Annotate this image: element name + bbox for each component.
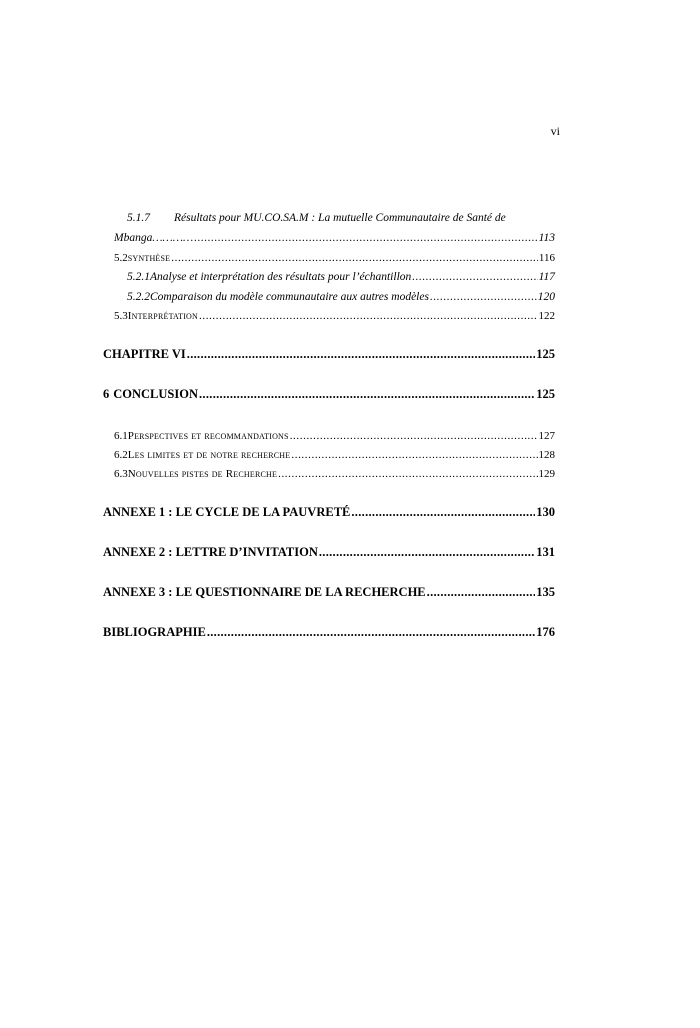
toc-entry-title: Comparaison du modèle communautaire aux autres modèles bbox=[150, 291, 429, 303]
toc-entry-number: 5.2.2 bbox=[127, 291, 150, 303]
toc-entry-page: 120 bbox=[537, 291, 555, 303]
toc-entry-number: 6.1 bbox=[114, 430, 128, 442]
toc-leader-dots bbox=[291, 449, 537, 461]
toc-entry-6-2[interactable] bbox=[103, 445, 555, 461]
page-number: vi bbox=[550, 124, 560, 138]
toc-entry-page: 127 bbox=[538, 430, 555, 442]
toc-entry-title: synthèse bbox=[127, 252, 171, 264]
toc-entry-page: 122 bbox=[538, 310, 555, 322]
toc-entry-title: Nouvelles pistes de Recherche bbox=[127, 468, 278, 480]
toc-entry-title: Résultats pour MU.CO.SA.M : La mutuelle Communautaire de Santé de bbox=[174, 212, 506, 224]
toc-entry-title: Mbanga………… bbox=[114, 232, 194, 244]
toc-entry-title: Perspectives et recommandations bbox=[127, 430, 289, 442]
toc-entry-5-1-7-continued[interactable] bbox=[114, 228, 555, 244]
toc-entry-title: Interprétation bbox=[127, 310, 199, 322]
toc-entry-number: 5.2.1 bbox=[127, 271, 150, 283]
toc-entry-page: 128 bbox=[538, 449, 555, 461]
toc-leader-dots bbox=[319, 545, 535, 560]
toc-entry-number: 6.3 bbox=[114, 468, 128, 480]
toc-entry-5-2-2[interactable] bbox=[103, 287, 555, 303]
toc-entry-bibliographie[interactable] bbox=[103, 624, 555, 640]
toc-leader-dots bbox=[351, 505, 535, 520]
toc-leader-dots bbox=[430, 291, 537, 303]
toc-leader-dots bbox=[194, 232, 537, 244]
toc-entry-page: 135 bbox=[536, 585, 555, 599]
toc-entry-6-3[interactable] bbox=[103, 464, 555, 480]
toc-entry-5-1-7[interactable] bbox=[103, 208, 555, 224]
toc-entry-page: 125 bbox=[536, 347, 555, 361]
toc-entry-5-2-1[interactable] bbox=[103, 267, 555, 283]
toc-entry-title: Les limites et de notre recherche bbox=[127, 449, 291, 461]
toc-entry-page: 131 bbox=[536, 545, 555, 559]
toc-entry-page: 176 bbox=[536, 625, 555, 639]
toc-entry-annexe-1[interactable] bbox=[103, 504, 555, 520]
toc-entry-page: 116 bbox=[538, 252, 555, 264]
toc-entry-number: 6 bbox=[103, 387, 110, 401]
toc-entry-title: BIBLIOGRAPHIE bbox=[103, 625, 206, 639]
toc-entry-title: ANNEXE 3 : LE QUESTIONNAIRE DE LA RECHERCHE bbox=[103, 585, 426, 599]
toc-entry-6[interactable] bbox=[103, 386, 555, 402]
toc-leader-dots bbox=[427, 585, 536, 600]
toc-entry-number: 5.2 bbox=[114, 252, 128, 264]
toc-entry-title: ANNEXE 1 : LE CYCLE DE LA PAUVRETÉ bbox=[103, 505, 351, 519]
toc-entry-title: Analyse et interprétation des résultats pour l’échantillon bbox=[150, 271, 412, 283]
toc-entry-5-2[interactable] bbox=[103, 248, 555, 264]
toc-entry-page: 125 bbox=[536, 387, 555, 401]
toc-entry-page: 113 bbox=[538, 232, 555, 244]
toc-entry-number: 6.2 bbox=[114, 449, 128, 461]
toc-entry-title: CHAPITRE VI bbox=[103, 347, 186, 361]
toc-leader-dots bbox=[199, 387, 535, 402]
toc-entry-title: ANNEXE 2 : LETTRE D’INVITATION bbox=[103, 545, 318, 559]
toc-entry-chapitre-vi[interactable] bbox=[103, 346, 555, 362]
toc-leader-dots bbox=[290, 430, 538, 442]
toc-leader-dots bbox=[412, 271, 537, 283]
toc-entry-page: 117 bbox=[538, 271, 555, 283]
toc-leader-dots bbox=[187, 347, 535, 362]
toc-entry-page: 130 bbox=[536, 505, 555, 519]
toc-leader-dots bbox=[207, 625, 535, 640]
toc-entry-number: 5.1.7 bbox=[127, 212, 150, 224]
toc-entry-annexe-3[interactable] bbox=[103, 584, 555, 600]
toc-leader-dots bbox=[199, 310, 537, 322]
toc-entry-5-3[interactable] bbox=[103, 306, 555, 322]
toc-entry-page: 129 bbox=[538, 468, 555, 480]
toc-entry-6-1[interactable] bbox=[103, 426, 555, 442]
toc-entry-title: CONCLUSION bbox=[113, 387, 198, 401]
toc-entry-annexe-2[interactable] bbox=[103, 544, 555, 560]
toc-leader-dots bbox=[278, 468, 537, 480]
toc-leader-dots bbox=[171, 252, 538, 264]
toc-entry-number: 5.3 bbox=[114, 310, 128, 322]
